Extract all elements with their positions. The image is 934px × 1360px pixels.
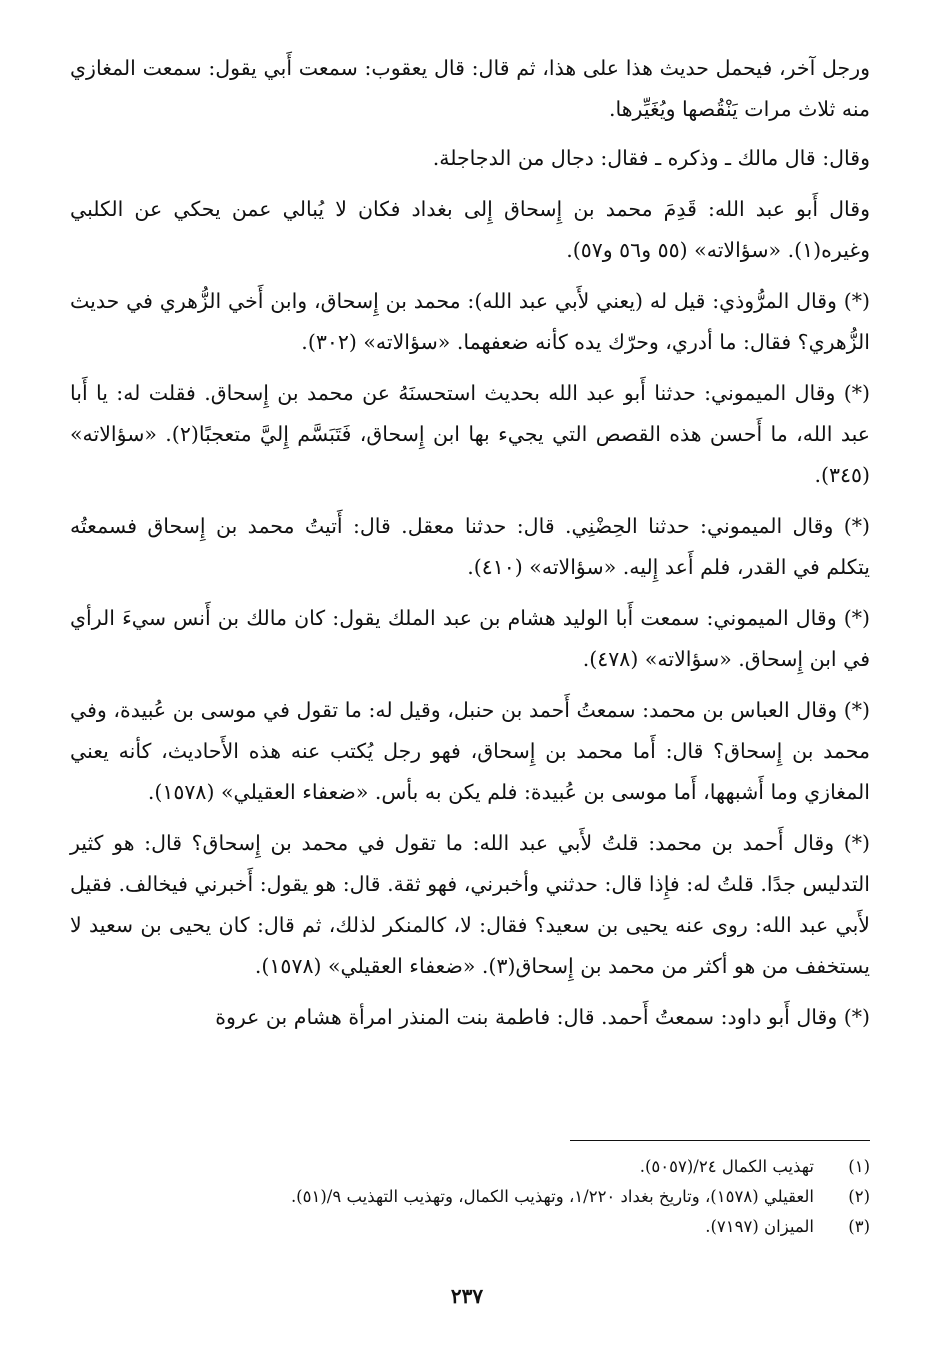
paragraph-10: (*) وقال أَبو داود: سمعتُ أَحمد. قال: فاطمة بنت المنذر امرأة هشام بن عروة (215, 1005, 870, 1029)
paragraph-6: (*) وقال الميموني: حدثنا الحِضْنِي. قال: حدثنا معقل. قال: أَتيتُ محمد بن إِسحاق فسمعتُه يتكلم في القدر، فلم أَعد إِليه. «سؤالاته» (٤١٠). (70, 514, 870, 579)
paragraph-8: (*) وقال العباس بن محمد: سمعتُ أَحمد بن حنبل، وقيل له: ما تقول في موسى بن عُبيدة، وفي محمد بن إِسحاق؟ قال: أَما محمد بن إِسحاق، فهو رجل يُكتب عنه هذه الأَحاديث، كأنه يعني المغازي وما أَشبهها، أَما موسى بن عُبيدة: فلم يكن به بأس. «ضعفاء العقيلي» (١٥٧٨). (70, 698, 870, 804)
paragraph-9: (*) وقال أَحمد بن محمد: قلتُ لأَبي عبد الله: ما تقول في محمد بن إِسحاق؟ قال: هو كثير التدليس جدًا. قلتُ له: فإِذا قال: حدثني وأخبرني، فهو ثقة. قال: هو يقول: أَخبرني فيخالف. فقيل لأَبي عبد الله: روى عنه يحيى بن سعيد؟ فقال: لا، كالمنكر لذلك، ثم قال: كان يحيى بن سعيد لا يستخفف من هو أكثر من محمد بن إِسحاق(٣). «ضعفاء العقيلي» (١٥٧٨). (70, 831, 870, 978)
footnote-divider (570, 1140, 870, 1141)
footnote-2 (70, 1182, 870, 1212)
footnote-text: تهذيب الكمال ٢٤/(٥٠٥٧). (639, 1157, 814, 1176)
footnote-number: (٢) (848, 1187, 870, 1206)
paragraph-2: وقال: قال مالك ـ وذكره ـ فقال: دجال من الدجاجلة. (432, 146, 870, 170)
paragraph-3: وقال أَبو عبد الله: قَدِمَ محمد بن إِسحاق إِلى بغداد فكان لا يُبالي عمن يحكي عن الكلبي وغيره(١). «سؤالاته» (٥٥ و٥٦ و٥٧). (70, 197, 870, 262)
footnote-text: العقيلي (١٥٧٨)، وتاريخ بغداد ١/٢٢٠، وتهذيب الكمال، وتهذيب التهذيب ٩/(٥١). (290, 1187, 814, 1206)
paragraph-1: ورجل آخر، فيحمل حديث هذا على هذا، ثم قال: قال يعقوب: سمعت أَبي يقول: سمعت المغازي منه ثلاث مرات يَنْقُصها ويُغَيِّرها. (70, 56, 870, 121)
footnotes (70, 1152, 870, 1242)
footnote-1 (70, 1152, 870, 1182)
paragraph-4: (*) وقال المرُّوذي: قيل له (يعني لأَبي عبد الله): محمد بن إِسحاق، وابن أَخي الزُّهري في حديث الزُّهري؟ فقال: ما أدري، وحرّك يده كأنه ضعفهما. «سؤالاته» (٣٠٢). (70, 289, 870, 354)
page-number: ٢٣٧ (450, 1284, 484, 1308)
footnote-text: الميزان (٧١٩٧). (705, 1217, 814, 1236)
footnote-number: (٣) (848, 1217, 870, 1236)
page-body (70, 48, 870, 1048)
footnote-number: (١) (848, 1157, 870, 1176)
paragraph-5: (*) وقال الميموني: حدثنا أَبو عبد الله بحديث استحسنَهُ عن محمد بن إِسحاق. فقلت له: يا أَبا عبد الله، ما أَحسن هذه القصص التي يجيء بها ابن إِسحاق، فَتَبَسَّم إِليَّ متعجبًا(٢). «سؤالاته» (٣٤٥). (70, 381, 870, 487)
footnote-3 (70, 1212, 870, 1242)
paragraph-7: (*) وقال الميموني: سمعت أَبا الوليد هشام بن عبد الملك يقول: كان مالك بن أَنس سيءَ الرأي في ابن إِسحاق. «سؤالاته» (٤٧٨). (70, 606, 870, 671)
